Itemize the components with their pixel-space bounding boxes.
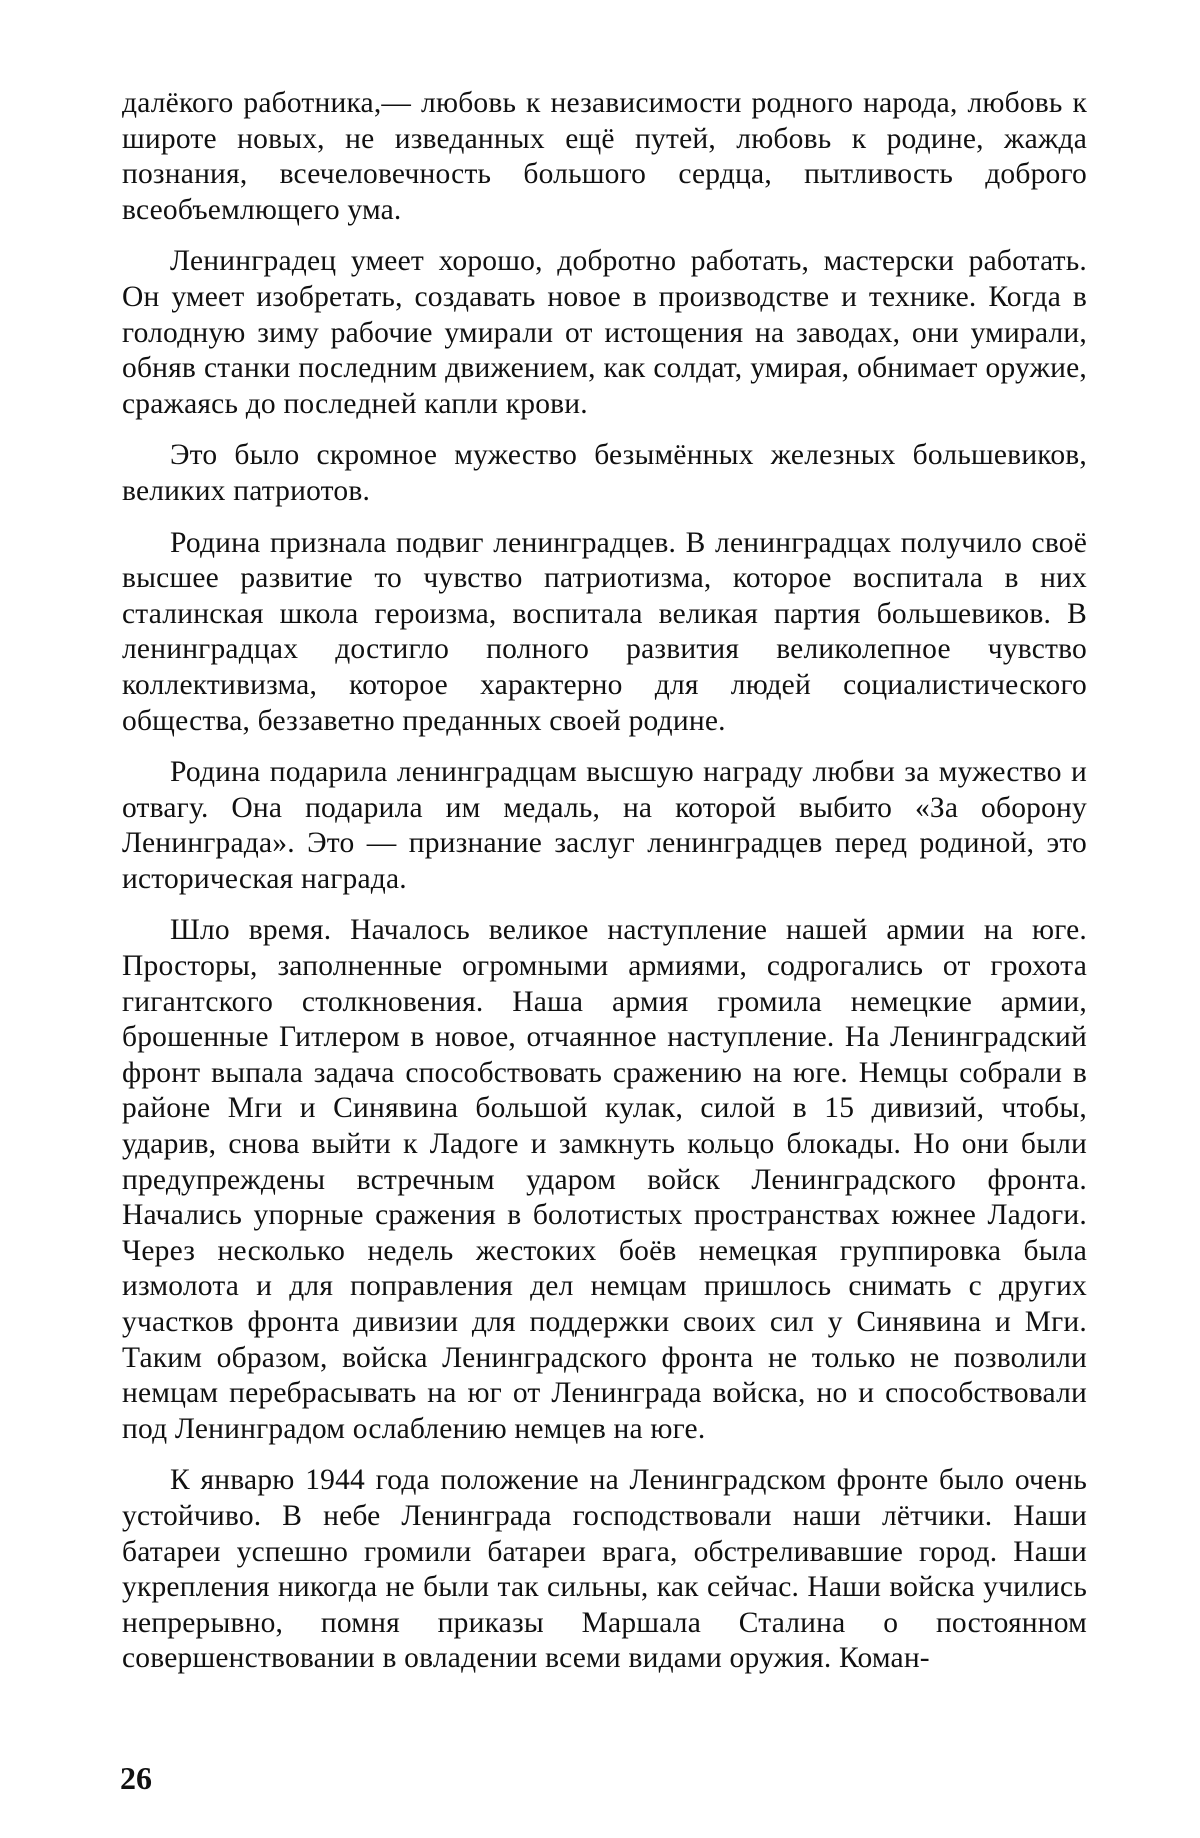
paragraph-4: Родина признала подвиг ленинградцев. В ленинградцах получило своё высшее развитие то чувство патриотизма, которое воспитала в них сталинская школа героизма, воспитала великая партия большевиков. В ленинградцах достигло полного развития великолепное чувство коллективизма, которое характерно для людей социалистического общества, беззаветно преданных своей родине.	[122, 526, 1087, 740]
paragraph-7: К январю 1944 года положение на Ленинградском фронте было очень устойчиво. В небе Ленинграда господствовали наши лётчики. Наши батареи успешно громили батареи врага, обстреливавшие город. Наши укрепления никогда не были так сильны, как сейчас. Наши войска учились непрерывно, помня приказы Маршала Сталина о постоянном совершенствовании в овладении всеми видами оружия. Коман-	[122, 1463, 1087, 1677]
page-number: 26	[120, 1760, 152, 1797]
paragraph-2: Ленинградец умеет хорошо, добротно работать, мастерски работать. Он умеет изобретать, создавать новое в производстве и технике. Когда в голодную зиму рабочие умирали от истощения на заводах, они умирали, обняв станки последним движением, как солдат, умирая, обнимает оружие, сражаясь до последней капли крови.	[122, 244, 1087, 422]
paragraph-6: Шло время. Началось великое наступление нашей армии на юге. Просторы, заполненные огромными армиями, содрогались от грохота гигантского столкновения. Наша армия громила немецкие армии, брошенные Гитлером в новое, отчаянное наступление. На Ленинградский фронт выпала задача способствовать сражению на юге. Немцы собрали в районе Мги и Синявина большой кулак, силой в 15 дивизий, чтобы, ударив, снова выйти к Ладоге и замкнуть кольцо блокады. Но они были предупреждены встречным ударом войск Ленинградского фронта. Начались упорные сражения в болотистых пространствах южнее Ладоги. Через несколько недель жестоких боёв немецкая группировка была измолота и для поправления дел немцам пришлось снимать с других участков фронта дивизии для поддержки своих сил у Синявина и Мги. Таким образом, войска Ленинградского фронта не только не позволили немцам перебрасывать на юг от Ленинграда войска, но и способствовали под Ленинградом ослаблению немцев на юге.	[122, 913, 1087, 1447]
paragraph-5: Родина подарила ленинградцам высшую награду любви за мужество и отвагу. Она подарила им медаль, на которой выбито «За оборону Ленинграда». Это — признание заслуг ленинградцев перед родиной, это историческая награда.	[122, 755, 1087, 897]
paragraph-3: Это было скромное мужество безымённых железных большевиков, великих патриотов.	[122, 438, 1087, 509]
paragraph-1: далёкого работника,— любовь к независимости родного народа, любовь к широте новых, не изведанных ещё путей, любовь к родине, жажда познания, всечеловечность большого сердца, пытливость доброго всеобъемлющего ума.	[122, 86, 1087, 228]
page-body	[122, 86, 1087, 1693]
